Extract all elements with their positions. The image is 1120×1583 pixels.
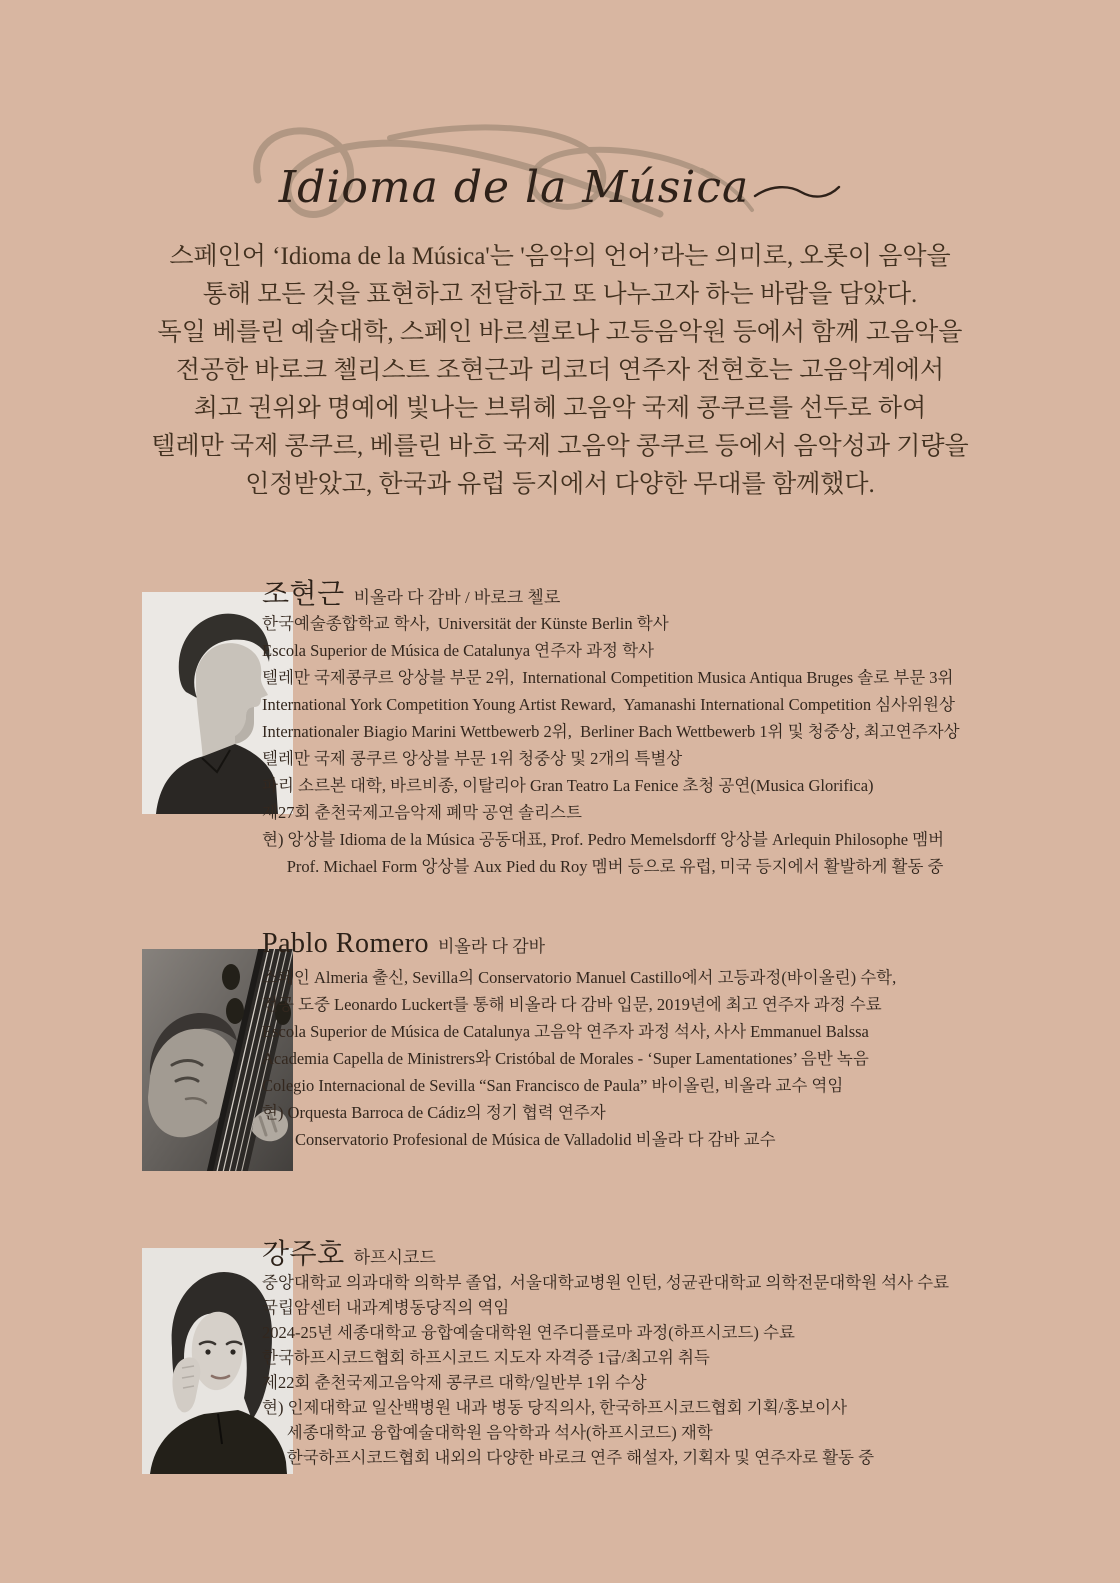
bio-line: Academia Capella de Ministrers와 Cristóbal de Morales - ‘Super Lamentationes’ 음반 녹음	[262, 1049, 869, 1068]
bio-line: 2024-25년 세종대학교 융합예술대학원 연주디플로마 과정(하프시코드) 수료	[262, 1323, 795, 1342]
intro-line: 독일 베를린 예술대학, 스페인 바르셀로나 고등음악원 등에서 함께 고음악을	[157, 319, 963, 346]
bio-line: 파리 소르본 대학, 바르비종, 이탈리아 Gran Teatro La Fenice 초청 공연(Musica Glorifica)	[262, 776, 874, 795]
bio-line: 텔레만 국제 콩쿠르 앙상블 부문 1위 청중상 및 2개의 특별상	[262, 749, 683, 768]
page-title	[0, 162, 1120, 213]
bio-line: 스페인 Almeria 출신, Sevilla의 Conservatorio Manuel Castillo에서 고등과정(바이올린) 수학,	[262, 968, 897, 987]
artist-heading	[262, 1232, 436, 1272]
artist-heading	[262, 572, 560, 612]
bio-line: 한국하프시코드협회 내외의 다양한 바로크 연주 해설자, 기획자 및 연주자로 활동 중	[262, 1448, 875, 1467]
bio-line: 제27회 춘천국제고음악제 폐막 공연 솔리스트	[262, 803, 582, 822]
artist-bio	[262, 964, 896, 1153]
bio-line: Internationaler Biagio Marini Wettbewerb 2위, Berliner Bach Wettbewerb 1위 및 청중상, 최고연주자상	[262, 722, 960, 741]
artist-role: 비올라 다 감바 / 바로크 첼로	[353, 588, 561, 607]
intro-line: 인정받았고, 한국과 유럽 등지에서 다양한 무대를 함께했다.	[245, 471, 875, 498]
bio-line: Escola Superior de Música de Catalunya 고음악 연주자 과정 석사, 사사 Emmanuel Balssa	[262, 1022, 869, 1041]
bio-line: 현) 앙상블 Idioma de la Música 공동대표, Prof. Pedro Memelsdorff 앙상블 Arlequin Philosophe 멤버	[262, 830, 945, 849]
bio-line: 제22회 춘천국제고음악제 콩쿠르 대학/일반부 1위 수상	[262, 1373, 647, 1392]
page-title-text: Idioma de la Música	[278, 162, 750, 213]
bio-line: 국립암센터 내과계병동당직의 역임	[262, 1298, 510, 1317]
title-block	[0, 118, 1120, 258]
intro-line: 통해 모든 것을 표현하고 전달하고 또 나누고자 하는 바람을 담았다.	[202, 281, 918, 308]
bio-line: 한국하프시코드협회 하프시코드 지도자 자격증 1급/최고위 취득	[262, 1348, 710, 1367]
bio-line: International York Competition Young Artist Reward, Yamanashi International Competition 심사위원상	[262, 695, 955, 714]
bio-line: 현) 인제대학교 일산백병원 내과 병동 당직의사, 한국하프시코드협회 기획/홍보이사	[262, 1398, 848, 1417]
artist-role: 하프시코드	[353, 1248, 436, 1267]
bio-line: Conservatorio Profesional de Música de Valladolid 비올라 다 감바 교수	[262, 1130, 776, 1149]
bio-line: Escola Superior de Música de Catalunya 연주자 과정 학사	[262, 641, 654, 660]
bio-line: 텔레만 국제콩쿠르 앙상블 부문 2위, International Competition Musica Antiqua Bruges 솔로 부문 3위	[262, 668, 954, 687]
bio-line: 세종대학교 융합예술대학원 음악학과 석사(하프시코드) 재학	[262, 1423, 713, 1442]
intro-line: 최고 권위와 명예에 빛나는 브뤼헤 고음악 국제 콩쿠르를 선두로 하여	[193, 395, 927, 422]
artist-name: 조현근	[262, 579, 345, 610]
intro-paragraph	[0, 238, 1120, 504]
bio-line: 현) Orquesta Barroca de Cádiz의 정기 협력 연주자	[262, 1103, 606, 1122]
artist-name: Pablo Romero	[262, 928, 429, 959]
bio-line: Prof. Michael Form 앙상블 Aux Pied du Roy 멤버 등으로 유럽, 미국 등지에서 활발하게 활동 중	[262, 857, 944, 876]
intro-line: 텔레만 국제 콩쿠르, 베를린 바흐 국제 고음악 콩쿠르 등에서 음악성과 기량을	[151, 433, 969, 460]
title-swash-icon	[753, 182, 841, 202]
bio-line: 전공 도중 Leonardo Luckert를 통해 비올라 다 감바 입문, 2019년에 최고 연주자 과정 수료	[262, 995, 882, 1014]
bio-line: 한국예술종합학교 학사, Universität der Künste Berlin 학사	[262, 614, 669, 633]
bio-line: Colegio Internacional de Sevilla “San Francisco de Paula” 바이올린, 비올라 교수 역임	[262, 1076, 844, 1095]
artist-bio	[262, 610, 960, 880]
artist-heading	[262, 928, 545, 960]
artist-bio	[262, 1270, 949, 1470]
intro-line: 전공한 바로크 첼리스트 조현근과 리코더 연주자 전현호는 고음악계에서	[175, 357, 945, 384]
artist-name: 강주호	[262, 1239, 345, 1270]
artist-role: 비올라 다 감바	[438, 937, 546, 956]
bio-line: 중앙대학교 의과대학 의학부 졸업, 서울대학교병원 인턴, 성균관대학교 의학전문대학원 석사 수료	[262, 1273, 950, 1292]
intro-line: 스페인어 ‘Idioma de la Música'는 '음악의 언어’라는 의미로, 오롯이 음악을	[169, 243, 951, 270]
